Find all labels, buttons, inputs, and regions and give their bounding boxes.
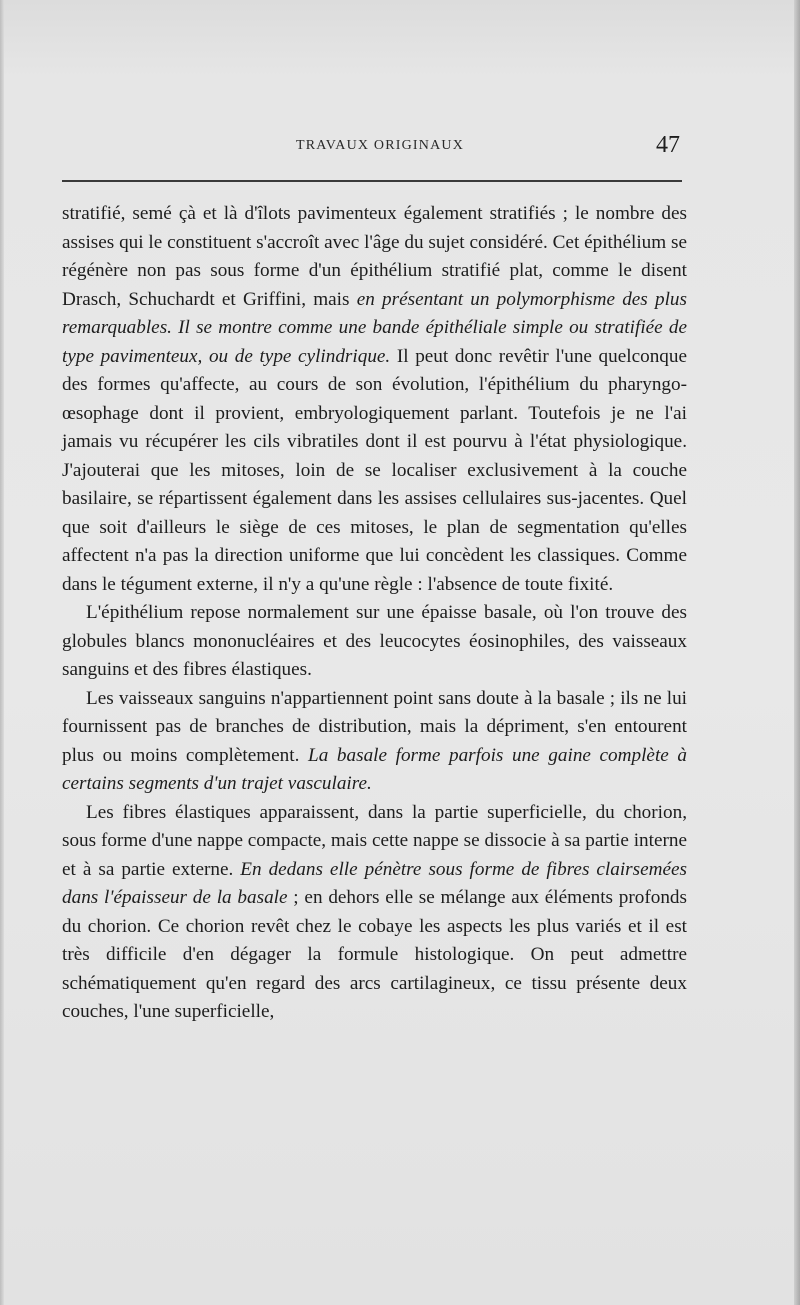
paragraph-2: L'épithélium repose normalement sur une épaisse basale, où l'on trouve des globules blancs mononucléaires et des leucocytes éosinophiles, des vaisseaux sanguins et des fibres élastiques. xyxy=(62,602,687,680)
paragraph-4-italic: En dedans elle pénètre sous forme de fibres clairsemées dans l'épaisseur de la basale xyxy=(62,858,687,908)
paragraph-1-text-b: Il peut donc revêtir l'une quelconque des formes qu'affecte, au cours de son évolution, l'épithélium du pharyngo-œsophage dont il provient, embryologiquement parlant. Toutefois je ne l'ai jamais vu récupérer les cils vibratiles dont il est pourvu à l'état physiologique. J'ajouterai que les mitoses, loin de se localiser exclusivement à la couche basilaire, se répartissent également dans les assises cellulaires sus-jacentes. Quel que soit d'ailleurs le siège de ces mitoses, le plan de segmentation qu'elles affectent n'a pas la direction uniforme que lui concèdent les classiques. Comme dans le tégument externe, il n'y a qu'une règle : l'absence de toute fixité. xyxy=(62,345,687,595)
paragraph-4-text-b: ; en dehors elle se mélange aux éléments profonds du chorion. Ce chorion revêt chez le cobaye les aspects les plus variés et il est très difficile d'en dégager la formule histologique. On peut admettre schématiquement qu'en regard des arcs cartilagineux, ce tissu présente deux couches, l'une superficielle, xyxy=(62,887,687,1022)
page-left-edge xyxy=(0,0,4,1305)
paragraph-1-text-a: stratifié, semé çà et là d'îlots pavimenteux également stratifiés ; le nombre des assises qui le constituent s'accroît avec l'âge du sujet considéré. Cet épithélium se régénère non pas sous forme d'un épithélium stratifié plat, comme le disent Drasch, Schuchardt et Griffini, mais xyxy=(62,203,687,310)
paragraph-3-italic: La basale forme parfois une gaine complète à certains segments d'un trajet vasculaire. xyxy=(62,744,687,794)
header-rule xyxy=(62,180,682,182)
paragraph-1-italic: en présentant un polymorphisme des plus remarquables. Il se montre comme une bande épithéliale simple ou stratifiée de type pavimenteux, ou de type cylindrique. xyxy=(62,288,687,367)
page-number: 47 xyxy=(656,132,680,158)
running-header-title: TRAVAUX ORIGINAUX xyxy=(295,138,465,153)
body-text xyxy=(62,200,687,1027)
paragraph-3 xyxy=(62,685,687,799)
paragraph-3-text: Les vaisseaux sanguins n'appartiennent point sans doute à la basale ; ils ne lui fournissent pas de branches de distribution, mais la dépriment, s'en entourent plus ou moins complètement. xyxy=(62,687,687,766)
page-right-edge xyxy=(794,0,800,1305)
paragraph-4-text-a: Les fibres élastiques apparaissent, dans la partie superficielle, du chorion, sous forme d'une nappe compacte, mais cette nappe se dissocie à sa partie interne et à sa partie externe. xyxy=(62,801,687,880)
paragraph-1 xyxy=(62,200,687,599)
paragraph-4 xyxy=(62,799,687,1027)
